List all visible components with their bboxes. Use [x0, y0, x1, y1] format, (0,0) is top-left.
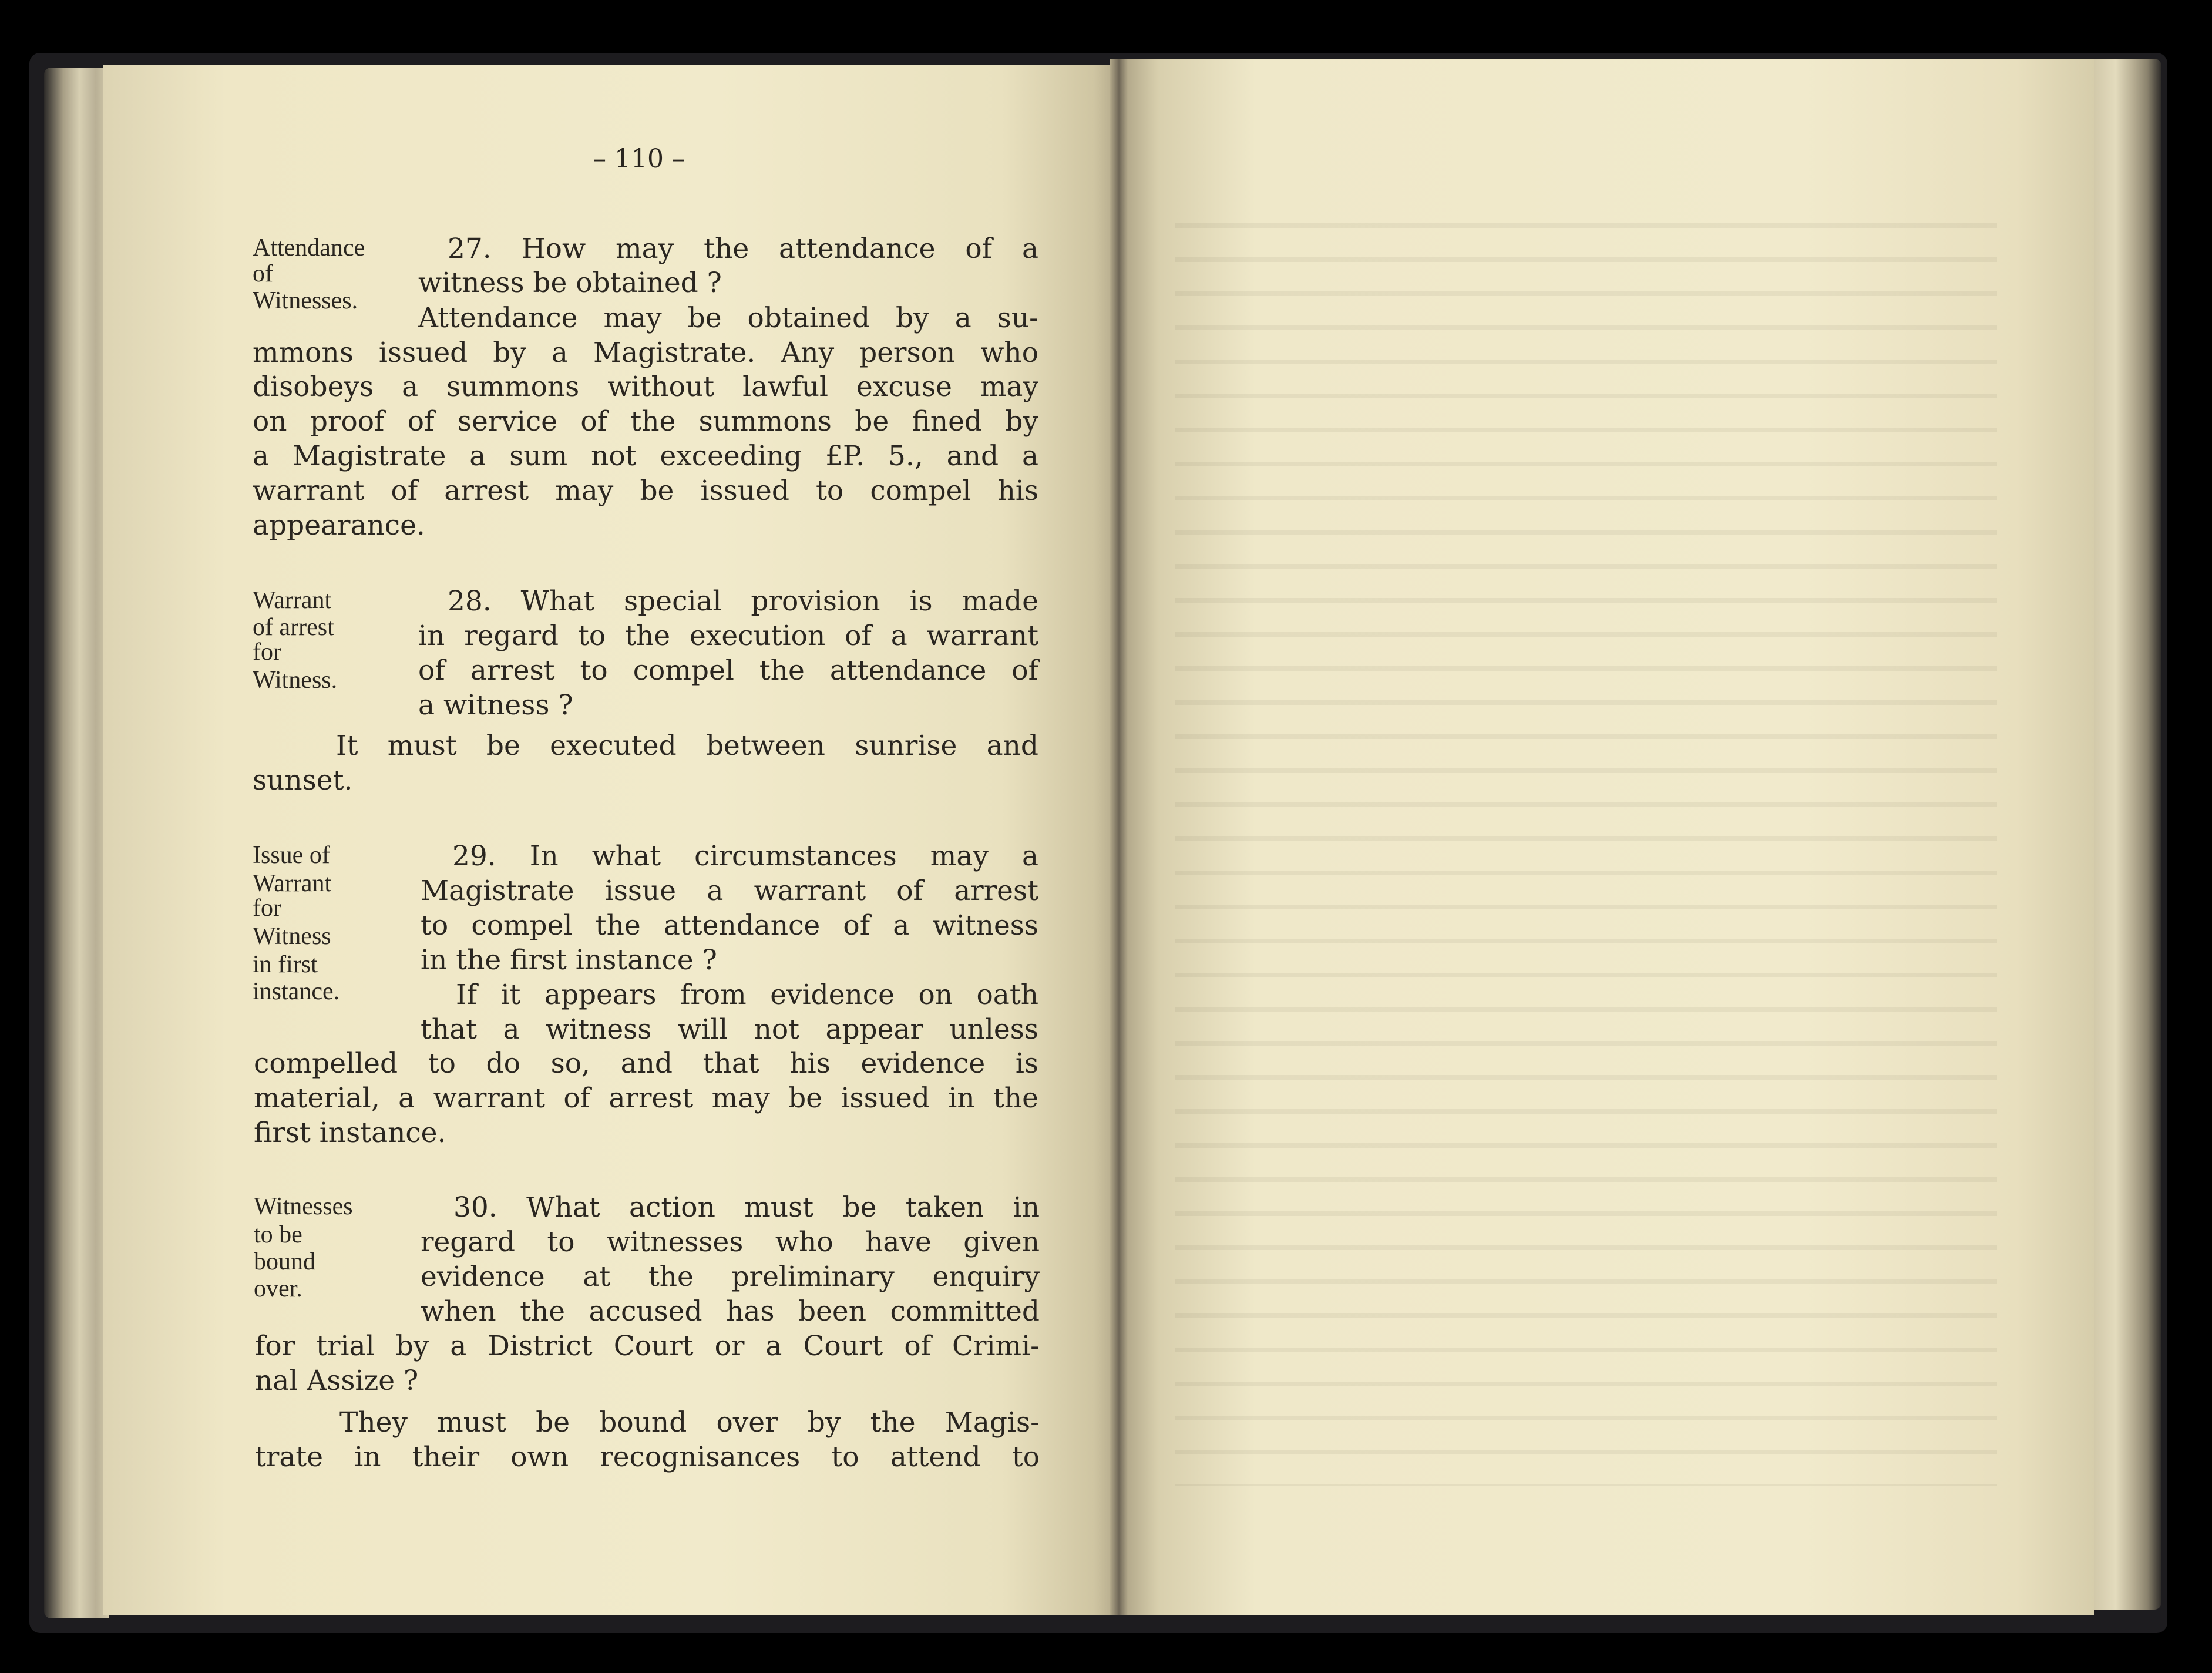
text-line: nal Assize ?: [255, 1365, 419, 1397]
left-page-stack: [44, 68, 109, 1618]
margin-note-line: of arrest: [253, 614, 334, 641]
text-line: 27. How may the attendance of a: [448, 233, 1038, 265]
margin-note-line: for: [253, 895, 281, 922]
margin-note-line: in first: [253, 951, 318, 978]
text-line: that a witness will not appear unless: [421, 1013, 1038, 1046]
text-line: for trial by a District Court or a Court of Crimi-: [255, 1330, 1040, 1362]
text-line: on proof of service of the summons be fined by: [253, 405, 1038, 438]
margin-note-line: Issue of: [253, 842, 330, 869]
text-line: trate in their own recognisances to attend to: [255, 1441, 1040, 1473]
text-line: warrant of arrest may be issued to compel his: [253, 475, 1038, 507]
margin-note-line: Witnesses.: [253, 287, 358, 314]
margin-note-line: Witnesses: [254, 1193, 353, 1220]
text-line: when the accused has been committed: [421, 1295, 1040, 1328]
margin-note-line: of: [253, 260, 273, 287]
text-line: It must be executed between sunrise and: [336, 730, 1038, 762]
margin-note-line: Attendance: [253, 234, 365, 261]
text-line: sunset.: [253, 764, 353, 797]
text-line: compelled to do so, and that his evidence is: [254, 1047, 1038, 1080]
text-line: disobeys a summons without lawful excuse may: [253, 371, 1038, 403]
text-line: material, a warrant of arrest may be issued in the: [254, 1082, 1038, 1114]
text-line: first instance.: [254, 1117, 446, 1149]
text-line: Attendance may be obtained by a su-: [418, 302, 1038, 334]
text-line: witness be obtained ?: [418, 267, 722, 299]
right-page-stack: [2091, 59, 2161, 1610]
text-line: evidence at the preliminary enquiry: [421, 1261, 1040, 1293]
margin-note-line: bound: [254, 1248, 315, 1275]
margin-note-line: Warrant: [253, 587, 332, 614]
text-line: regard to witnesses who have given: [421, 1226, 1040, 1258]
margin-note-line: Warrant: [253, 870, 332, 897]
text-line: to compel the attendance of a witness: [421, 909, 1038, 942]
text-line: If it appears from evidence on oath: [456, 979, 1038, 1011]
text-line: in regard to the execution of a warrant: [418, 620, 1038, 652]
page-number: – 110 –: [593, 144, 685, 174]
right-page-bleed-through: [1175, 223, 1997, 1486]
text-line: in the first instance ?: [421, 944, 717, 976]
margin-note-line: over.: [254, 1275, 302, 1302]
book-gutter: [1110, 59, 1128, 1615]
margin-note-line: to be: [254, 1221, 302, 1248]
text-line: 28. What special provision is made: [448, 585, 1038, 617]
margin-note-line: instance.: [253, 978, 340, 1005]
text-line: of arrest to compel the attendance of: [418, 654, 1038, 687]
text-line: appearance.: [253, 509, 425, 542]
margin-note-line: Witness.: [253, 667, 338, 694]
margin-note-line: Witness: [253, 923, 331, 950]
margin-note-line: for: [253, 639, 281, 666]
text-line: a Magistrate a sum not exceeding £P. 5., and a: [253, 440, 1038, 472]
text-line: Magistrate issue a warrant of arrest: [421, 875, 1038, 907]
text-line: a witness ?: [418, 689, 573, 721]
text-line: 29. In what circumstances may a: [452, 840, 1038, 872]
text-line: 30. What action must be taken in: [453, 1191, 1040, 1224]
text-line: They must be bound over by the Magis-: [339, 1406, 1040, 1439]
text-line: mmons issued by a Magistrate. Any person who: [253, 337, 1038, 369]
